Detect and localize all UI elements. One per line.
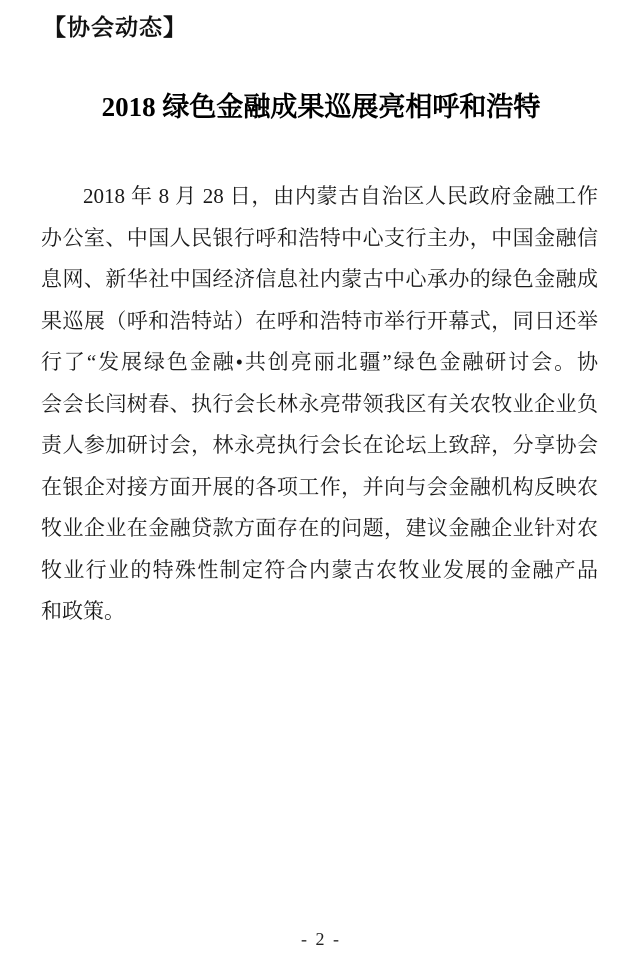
body-line: 在银企对接方面开展的各项工作，并向与会金融机构反映农 (41, 474, 598, 499)
body-line: 2018 年 8 月 28 日，由内蒙古自治区人民政府金融工作 (83, 184, 598, 208)
body-line: 会会长闫树春、执行会长林永亮带领我区有关农牧业企业负 (41, 391, 598, 416)
body-line: 办公室、中国人民银行呼和浩特中心支行主办，中国金融信 (41, 225, 598, 250)
section-header-label: 【协会动态】 (43, 14, 187, 40)
body-line: 果巡展（呼和浩特站）在呼和浩特市举行开幕式，同日还举 (41, 308, 598, 333)
body-line: 行了“发展绿色金融•共创亮丽北疆”绿色金融研讨会。协 (41, 350, 598, 374)
page-number: - 2 - (301, 929, 341, 949)
article-title: 2018 绿色金融成果巡展亮相呼和浩特 (101, 92, 541, 122)
body-line: 责人参加研讨会，林永亮执行会长在论坛上致辞，分享协会 (41, 433, 598, 457)
body-line: 牧业行业的特殊性制定符合内蒙古农牧业发展的金融产品 (41, 557, 598, 582)
article-body (41, 176, 598, 633)
body-line: 息网、新华社中国经济信息社内蒙古中心承办的绿色金融成 (41, 267, 598, 291)
body-line: 牧业企业在金融贷款方面存在的问题，建议金融企业针对农 (41, 516, 598, 540)
body-line: 和政策。 (41, 599, 125, 623)
